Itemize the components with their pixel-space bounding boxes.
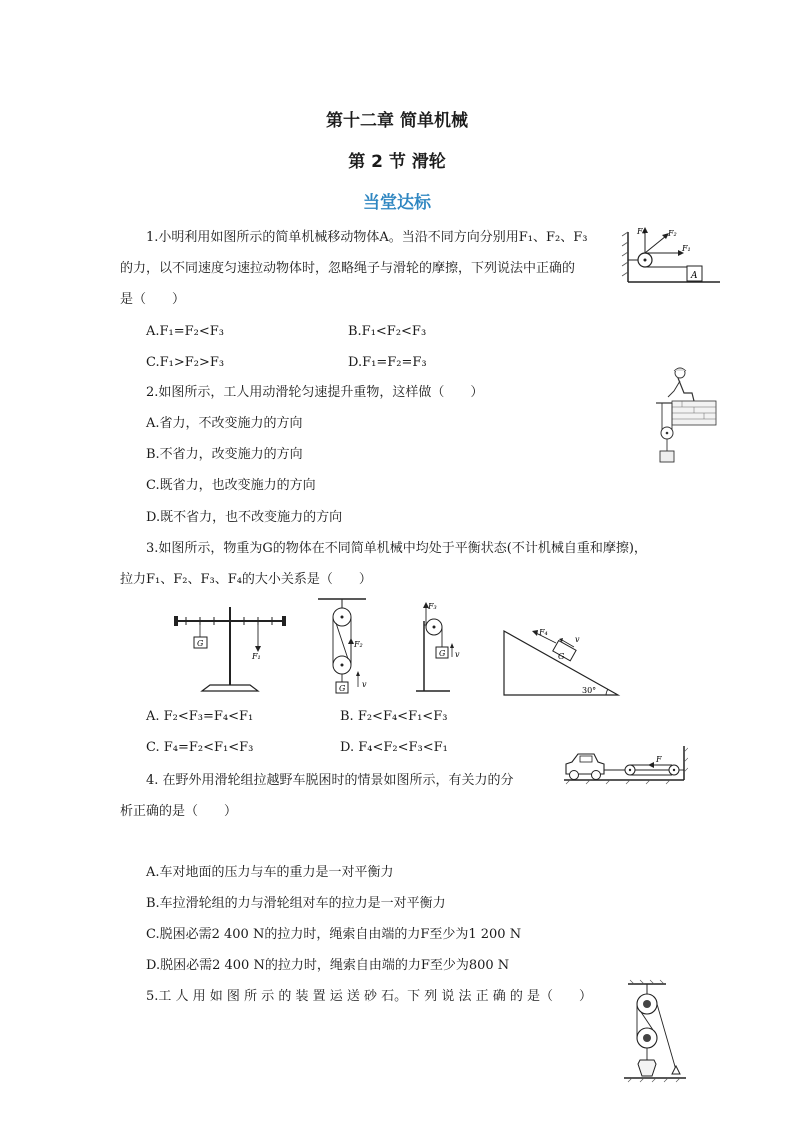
q2-stem: 2.如图所示，工人用动滑轮匀速提升重物，这样做（ ）	[146, 385, 484, 400]
subsection-title: 当堂达标	[363, 193, 431, 213]
q5-hoist-figure	[618, 978, 690, 1086]
q1-stem-line1: 1.小明利用如图所示的简单机械移动物体A。当沿不同方向分别用F₁、F₂、F₃	[146, 230, 588, 245]
q3-option-c: C. F₄=F₂<F₁<F₃	[146, 740, 254, 755]
q2-option-c: C.既省力，也改变施力的方向	[146, 478, 316, 493]
q1-option-c: C.F₁>F₂>F₃	[146, 355, 225, 370]
q1-option-a: A.F₁=F₂<F₃	[146, 324, 224, 339]
q1-option-d: D.F₁=F₂=F₃	[348, 355, 427, 370]
q4-car-pulley-figure	[560, 742, 688, 788]
q4-option-b: B.车拉滑轮组的力与滑轮组对车的拉力是一对平衡力	[146, 896, 446, 911]
q3-f1-label: F₁	[252, 652, 261, 661]
q1-option-b: B.F₁<F₂<F₃	[348, 324, 427, 339]
q1-stem-line2: 的力，以不同速度匀速拉动物体时，忽略绳子与滑轮的摩擦，下列说法中正确的	[120, 261, 576, 276]
q1-block-label: A	[691, 271, 698, 281]
q3-stem-line2: 拉力F₁、F₂、F₃、F₄的大小关系是（ ）	[120, 572, 372, 587]
q1-f3-label: F₃	[637, 227, 646, 236]
q3-g-label-lever: G	[197, 639, 204, 648]
q2-option-d: D.既不省力，也不改变施力的方向	[146, 510, 343, 525]
q5-stem: 5.工 人 用 如 图 所 示 的 装 置 运 送 砂 石。下 列 说 法 正 确 的 是（ ）	[146, 989, 593, 1004]
q3-option-a: A. F₂<F₃=F₄<F₁	[146, 709, 254, 724]
q1-f2-label: F₂	[668, 229, 677, 238]
q4-option-a: A.车对地面的压力与车的重力是一对平衡力	[146, 865, 394, 880]
q3-f4-label: F₄	[539, 628, 548, 637]
q4-f-label: F	[656, 755, 662, 764]
q3-v-label-incline: v	[575, 635, 580, 644]
section-title: 第 2 节 滑轮	[348, 152, 446, 172]
q3-angle-label: 30°	[582, 686, 597, 695]
q3-v-label-fixed: v	[455, 650, 460, 659]
chapter-title: 第十二章 简单机械	[326, 111, 468, 131]
q1-stem-line3: 是（ ）	[120, 292, 186, 307]
q3-g-label-block: G	[339, 684, 346, 693]
q3-option-b: B. F₂<F₄<F₁<F₃	[340, 709, 448, 724]
q3-f2-label: F₂	[354, 640, 363, 649]
q4-option-c: C.脱困必需2 400 N的拉力时，绳索自由端的力F至少为1 200 N	[146, 927, 522, 942]
q3-stem-line1: 3.如图所示，物重为G的物体在不同简单机械中均处于平衡状态(不计机械自重和摩擦)，	[146, 541, 647, 556]
q4-stem-line2: 析正确的是（ ）	[120, 804, 238, 819]
q3-v-label-block: v	[362, 680, 367, 689]
q1-pulley-figure	[618, 224, 724, 290]
q4-option-d: D.脱困必需2 400 N的拉力时，绳索自由端的力F至少为800 N	[146, 958, 510, 973]
q3-g-label-fixed: G	[439, 649, 446, 658]
q3-machines-figure	[170, 595, 626, 699]
q1-f1-label: F₁	[682, 244, 691, 253]
q4-stem-line1: 4. 在野外用滑轮组拉越野车脱困时的情景如图所示，有关力的分	[146, 773, 514, 788]
q3-f3-label: F₃	[428, 602, 437, 611]
q2-option-a: A.省力，不改变施力的方向	[146, 416, 303, 431]
q3-g-label-incline: G	[558, 652, 565, 661]
q2-worker-pulley-figure	[638, 363, 718, 465]
q2-option-b: B.不省力，改变施力的方向	[146, 447, 303, 462]
q3-option-d: D. F₄<F₂<F₃<F₁	[340, 740, 448, 755]
